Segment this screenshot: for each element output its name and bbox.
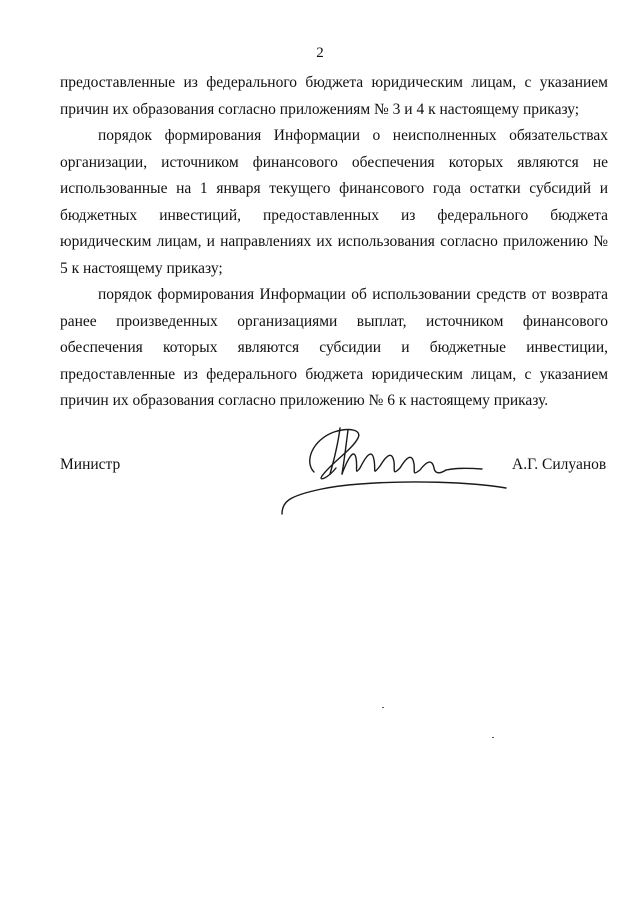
page-number: 2 xyxy=(316,45,324,61)
text-line: бюджетных инвестиций, предоставленных из федерального бюджета юридическим xyxy=(60,206,608,250)
body-text xyxy=(60,70,608,415)
text-line: федерального бюджета юридическим лицам, с указанием причин их образования xyxy=(60,365,609,409)
text-line: ранее произведенных организациями выплат, источником финансового обеспечения xyxy=(60,312,608,356)
paragraph-unfulfilled-obligations xyxy=(60,123,608,282)
text-line: порядок формирования Информации о неисполненных обязательствах xyxy=(98,127,608,144)
text-line: приказу; xyxy=(166,259,223,277)
scan-speck xyxy=(492,737,494,738)
scan-speck xyxy=(382,707,384,708)
paragraph-refund-usage xyxy=(60,282,608,415)
text-line: которых являются субсидии и бюджетные инвестиции, предоставленные из xyxy=(60,339,608,383)
signer-name: А.Г. Силуанов xyxy=(512,456,607,473)
handwritten-signature xyxy=(270,418,520,518)
text-line: согласно приложению № 6 к настоящему приказу. xyxy=(218,392,549,409)
text-line: организации, источником финансового обеспечения которых являются не xyxy=(60,153,608,171)
text-line: лицам, и направлениях их использования согласно приложению № 5 к настоящему xyxy=(60,233,609,277)
text-line: причин их образования согласно приложениям № 3 и 4 к настоящему приказу; xyxy=(60,100,580,118)
paragraph-continuation xyxy=(60,70,608,123)
signer-title: Министр xyxy=(60,456,121,473)
text-line: использованные на 1 января текущего финансового года остатки субсидий и xyxy=(60,180,608,197)
text-line: предоставленные из федерального бюджета юридическим лицам, с указанием xyxy=(60,74,608,91)
text-line: порядок формирования Информации об использовании средств от возврата xyxy=(98,286,608,303)
